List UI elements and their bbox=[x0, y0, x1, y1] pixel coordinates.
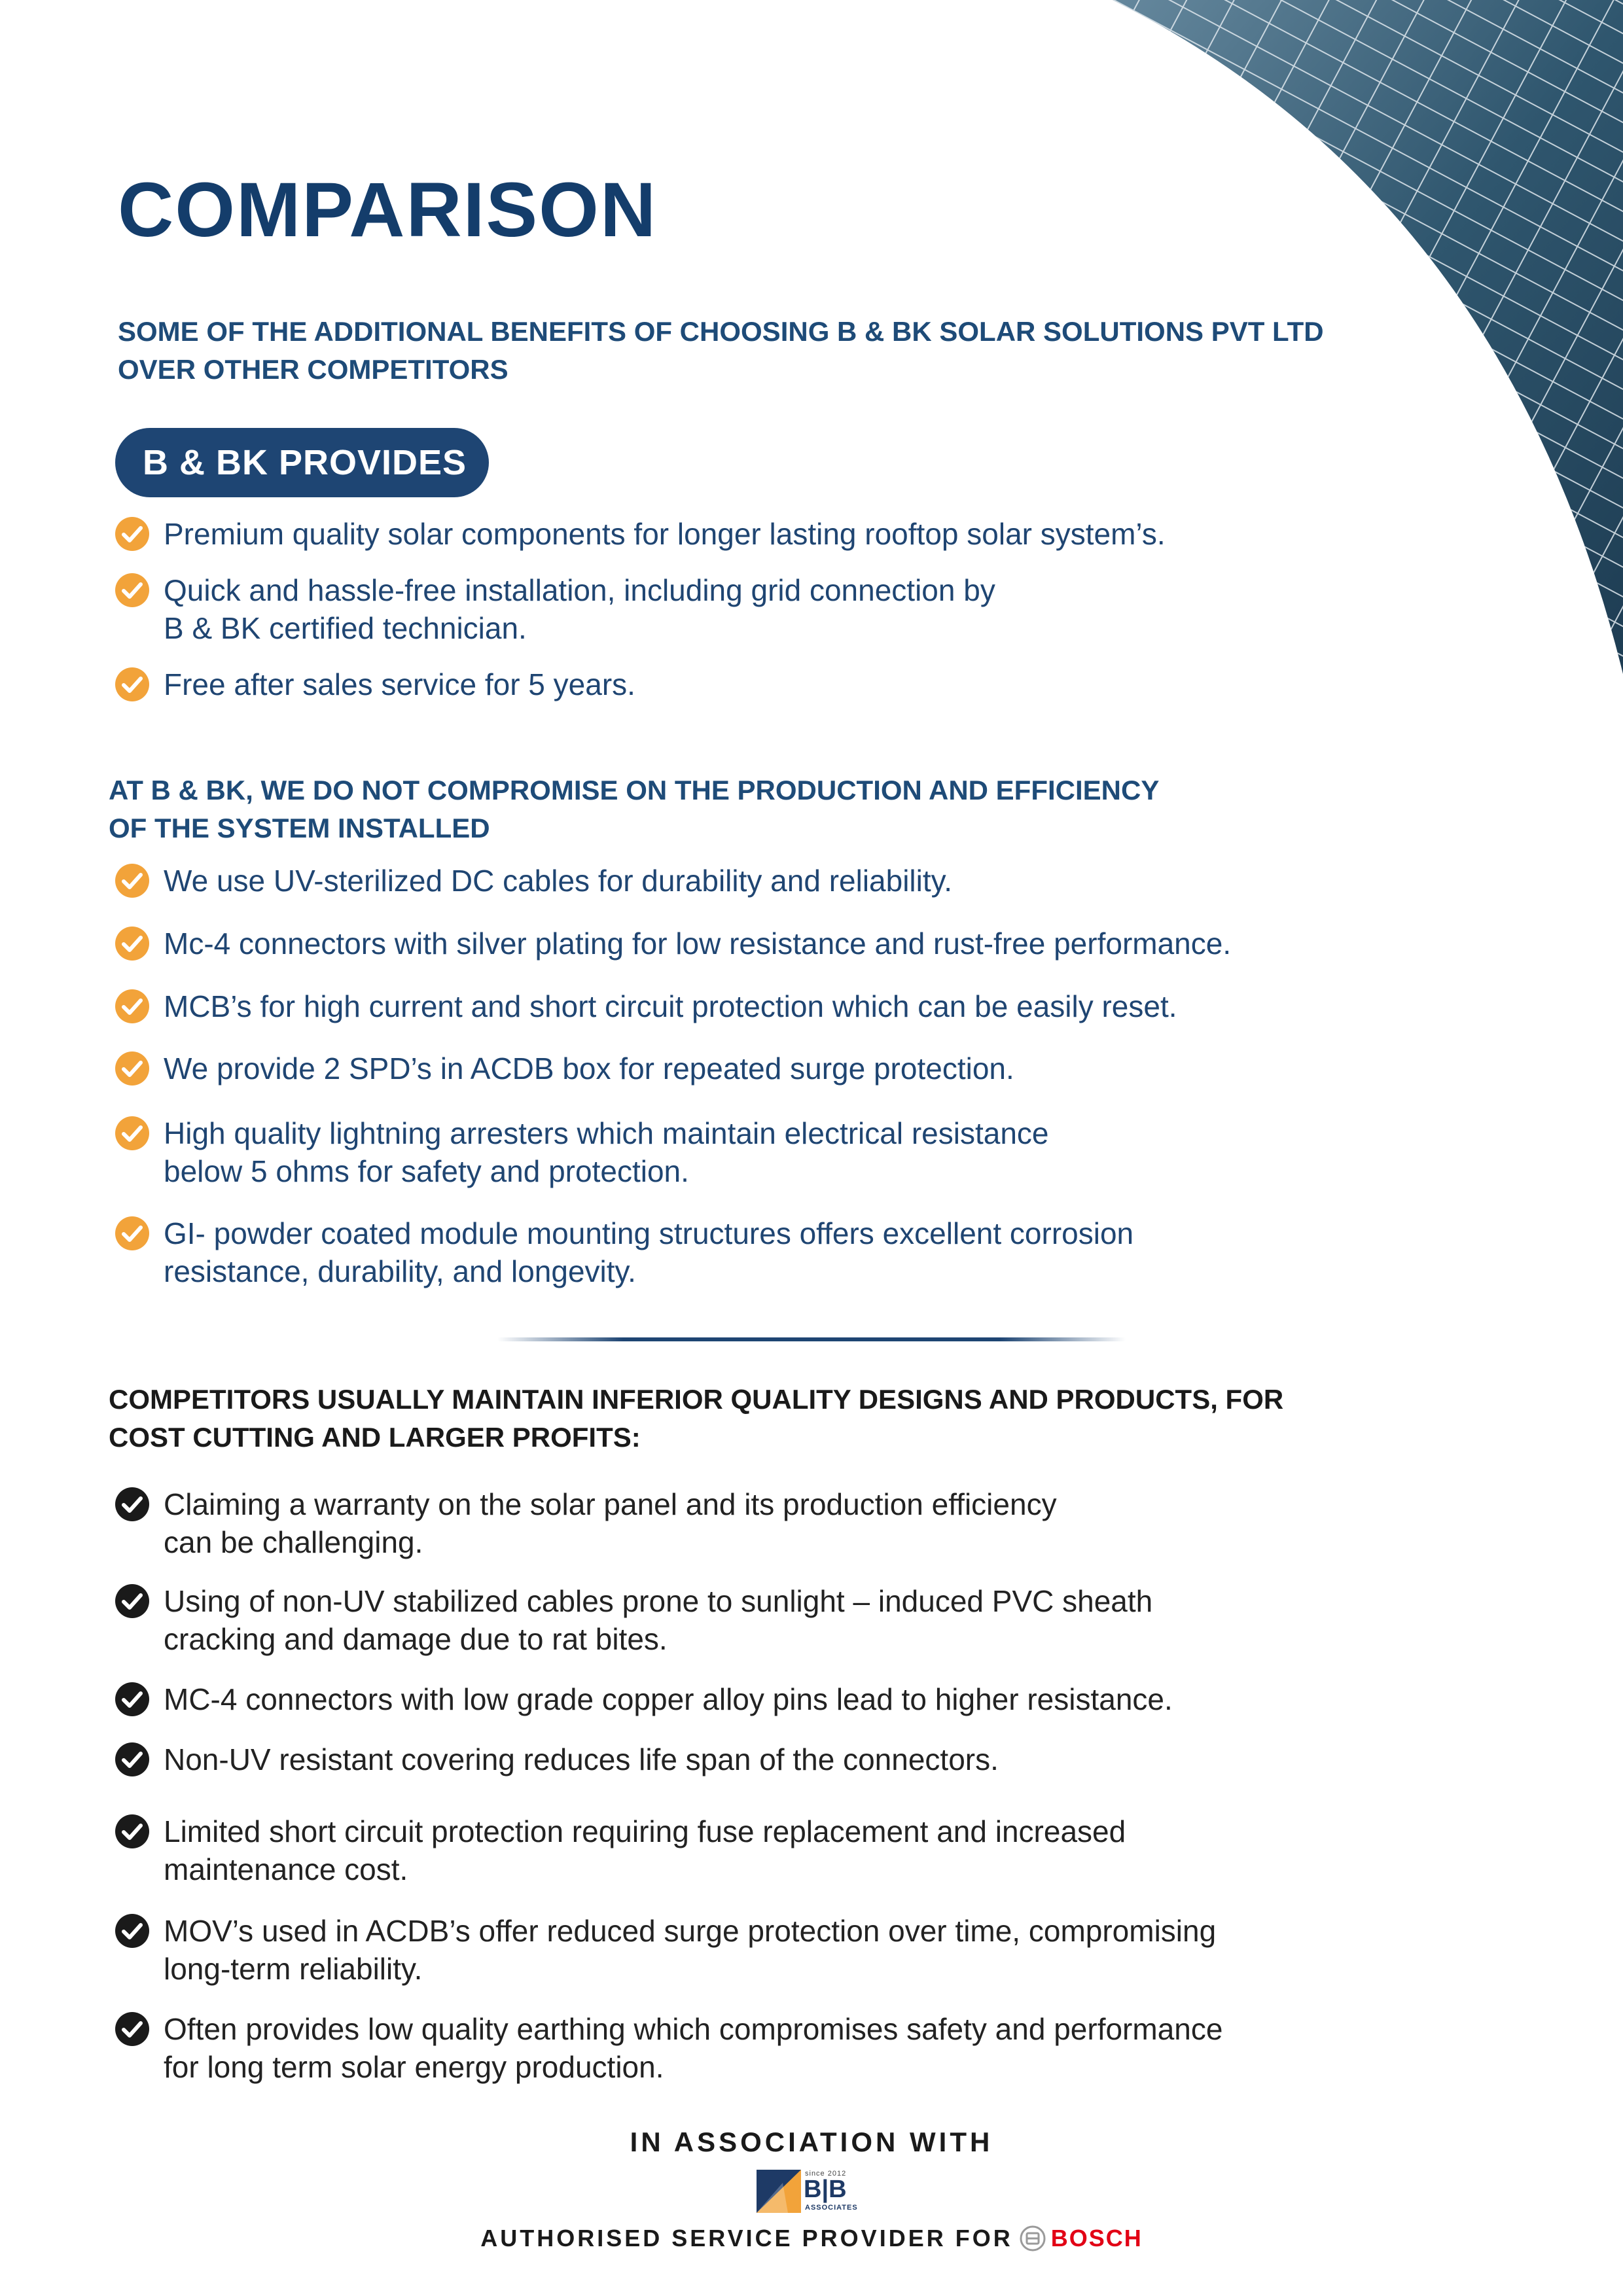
bb-logo-mark-icon bbox=[757, 2170, 801, 2213]
orange-check-circle-icon bbox=[114, 925, 151, 962]
orange-check-circle-icon bbox=[114, 988, 151, 1025]
list-item-text: Mc-4 connectors with silver plating for low resistance and rust-free performance. bbox=[164, 927, 1232, 961]
orange-check-circle-icon bbox=[114, 516, 151, 552]
list-item-text: Often provides low quality earthing which compromises safety and performance bbox=[164, 2012, 1223, 2046]
orange-check-circle-icon bbox=[114, 862, 151, 899]
list-item-text: can be challenging. bbox=[164, 1525, 423, 1559]
list-item bbox=[114, 1812, 1423, 1888]
logo-sub-text: ASSOCIATES bbox=[805, 2204, 858, 2212]
list-item-text: below 5 ohms for safety and protection. bbox=[164, 1154, 689, 1188]
production-heading bbox=[109, 771, 1391, 847]
dark-check-circle-icon bbox=[114, 1741, 151, 1778]
list-item bbox=[114, 925, 1423, 963]
list-item-text: Limited short circuit protection requiring fuse replacement and increased bbox=[164, 1814, 1126, 1848]
heading-line: COMPETITORS USUALLY MAINTAIN INFERIOR QUALITY DESIGNS AND PRODUCTS, FOR bbox=[109, 1384, 1284, 1415]
list-item-text: MCB’s for high current and short circuit protection which can be easily reset. bbox=[164, 989, 1177, 1023]
service-prefix: AUTHORISED SERVICE PROVIDER FOR bbox=[480, 2225, 1013, 2252]
list-item-text: Premium quality solar components for longer lasting rooftop solar system’s. bbox=[164, 517, 1166, 551]
list-item bbox=[114, 1740, 1423, 1778]
section-divider bbox=[497, 1337, 1126, 1341]
list-item-text: Quick and hassle-free installation, including grid connection by bbox=[164, 573, 995, 607]
list-item bbox=[114, 987, 1423, 1025]
list-item-text: Non-UV resistant covering reduces life span of the connectors. bbox=[164, 1742, 999, 1776]
list-item-text: Using of non-UV stabilized cables prone to sunlight – induced PVC sheath bbox=[164, 1584, 1153, 1618]
list-item bbox=[114, 571, 1423, 647]
list-item bbox=[114, 1214, 1423, 1290]
bosch-armature-icon bbox=[1020, 2225, 1046, 2252]
list-item-text: Free after sales service for 5 years. bbox=[164, 667, 635, 701]
list-item-text: long-term reliability. bbox=[164, 1952, 423, 1986]
list-item-text: resistance, durability, and longevity. bbox=[164, 1254, 636, 1288]
service-provider-line bbox=[0, 2225, 1623, 2252]
list-item bbox=[114, 515, 1423, 553]
list-item bbox=[114, 665, 1423, 703]
list-item-text: B & BK certified technician. bbox=[164, 611, 527, 645]
list-item bbox=[114, 1912, 1423, 1988]
orange-check-circle-icon bbox=[114, 666, 151, 703]
dark-check-circle-icon bbox=[114, 1813, 151, 1850]
bosch-brand-name: BOSCH bbox=[1050, 2225, 1143, 2252]
subtitle-line: SOME OF THE ADDITIONAL BENEFITS OF CHOOSING B & BK SOLAR SOLUTIONS PVT LTD bbox=[118, 316, 1324, 347]
list-item-text: MC-4 connectors with low grade copper alloy pins lead to higher resistance. bbox=[164, 1682, 1173, 1716]
bb-associates-logo bbox=[757, 2170, 868, 2213]
logo-since-text: since 2012 bbox=[805, 2170, 847, 2178]
dark-check-circle-icon bbox=[114, 2011, 151, 2047]
dark-check-circle-icon bbox=[114, 1681, 151, 1718]
list-item bbox=[114, 2010, 1423, 2086]
list-item bbox=[114, 1582, 1423, 1658]
list-item bbox=[114, 862, 1423, 900]
orange-check-circle-icon bbox=[114, 1215, 151, 1252]
subtitle-line: OVER OTHER COMPETITORS bbox=[118, 354, 508, 385]
list-item-text: cracking and damage due to rat bites. bbox=[164, 1622, 668, 1656]
association-heading: IN ASSOCIATION WITH bbox=[630, 2127, 993, 2157]
list-item-text: maintenance cost. bbox=[164, 1852, 408, 1886]
heading-line: COST CUTTING AND LARGER PROFITS: bbox=[109, 1422, 641, 1453]
heading-line: AT B & BK, WE DO NOT COMPROMISE ON THE PRODUCTION AND EFFICIENCY bbox=[109, 775, 1160, 805]
logo-name-text: B|B bbox=[804, 2176, 847, 2203]
dark-check-circle-icon bbox=[114, 1486, 151, 1523]
competitors-heading bbox=[109, 1381, 1391, 1457]
list-item-text: MOV’s used in ACDB’s offer reduced surge protection over time, compromising bbox=[164, 1914, 1217, 1948]
heading-line: OF THE SYSTEM INSTALLED bbox=[109, 813, 490, 843]
list-item-text: High quality lightning arresters which maintain electrical resistance bbox=[164, 1116, 1049, 1150]
dark-check-circle-icon bbox=[114, 1913, 151, 1949]
page-subtitle bbox=[118, 313, 1400, 389]
list-item-text: for long term solar energy production. bbox=[164, 2050, 664, 2084]
provides-badge: B & BK PROVIDES bbox=[115, 428, 489, 497]
list-item-text: GI- powder coated module mounting structures offers excellent corrosion bbox=[164, 1216, 1134, 1250]
list-item bbox=[114, 1114, 1423, 1190]
list-item-text: We provide 2 SPD’s in ACDB box for repeated surge protection. bbox=[164, 1051, 1014, 1086]
list-item bbox=[114, 1680, 1423, 1718]
list-item-text: Claiming a warranty on the solar panel and its production efficiency bbox=[164, 1487, 1057, 1521]
page-title: COMPARISON bbox=[118, 167, 658, 253]
orange-check-circle-icon bbox=[114, 572, 151, 609]
orange-check-circle-icon bbox=[114, 1050, 151, 1087]
list-item-text: We use UV-sterilized DC cables for durability and reliability. bbox=[164, 864, 953, 898]
orange-check-circle-icon bbox=[114, 1115, 151, 1152]
dark-check-circle-icon bbox=[114, 1583, 151, 1619]
list-item bbox=[114, 1485, 1423, 1561]
list-item bbox=[114, 1050, 1423, 1087]
